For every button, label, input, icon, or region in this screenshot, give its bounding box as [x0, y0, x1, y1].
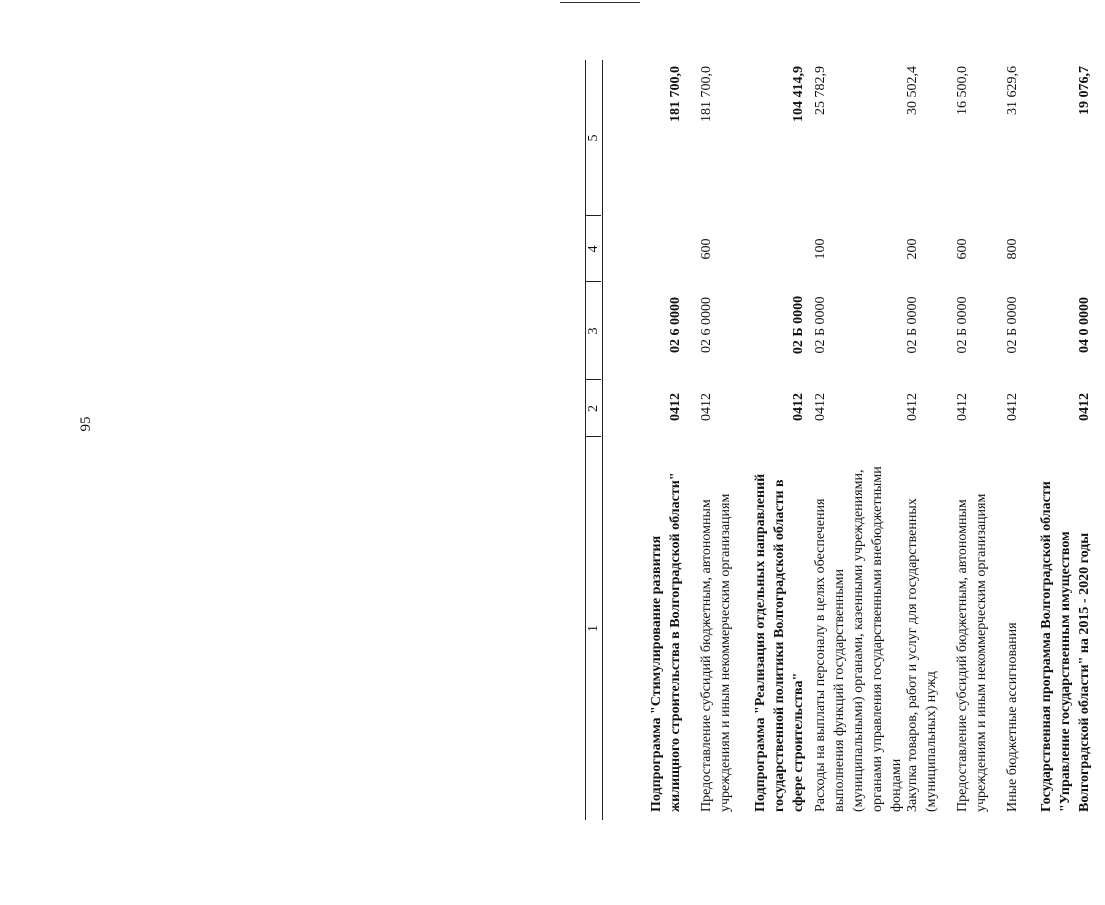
row-expense-type: 200 [905, 238, 920, 260]
row-amount: 181 700,0 [699, 66, 714, 122]
row-section-code: 0412 [791, 393, 806, 421]
row-target-article: 04 0 0000 [1077, 297, 1092, 353]
top-corner-line [560, 2, 640, 3]
row-description: Предоставление субсидий бюджетным, автономным учреждениям и иным некоммерческим организациям [955, 493, 989, 812]
row-target-article: 02 Б 0000 [955, 296, 970, 354]
row-target-article: 02 Б 0000 [791, 295, 806, 355]
column-header-5: 5 [586, 134, 601, 142]
row-description: Государственная программа Волгоградской области "Управление государственным имуществом Волгоградской области" на 2015 - 2020 годы [1039, 481, 1092, 812]
row-expense-type: 600 [955, 238, 970, 260]
row-target-article: 02 6 0000 [699, 297, 714, 353]
row-section-code: 0412 [699, 393, 714, 421]
row-target-article: 02 Б 0000 [905, 296, 920, 354]
row-target-article: 02 Б 0000 [1005, 296, 1020, 354]
row-description: Подпрограмма "Реализация отдельных направлений государственной политики Волгоградской области в сфере строительства" [753, 473, 806, 812]
row-section-code: 0412 [955, 393, 970, 421]
row-target-article: 02 Б 0000 [813, 296, 828, 354]
row-amount: 31 629,6 [1005, 66, 1020, 115]
row-description: Иные бюджетные ассигнования [1005, 622, 1020, 812]
row-amount: 30 502,4 [905, 66, 920, 115]
row-description: Закупка товаров, работ и услуг для государственных (муниципальных) нужд [905, 498, 939, 812]
column-header-2: 2 [586, 405, 601, 412]
row-amount: 25 782,9 [813, 66, 828, 115]
row-section-code: 0412 [813, 393, 828, 421]
row-target-article: 02 6 0000 [668, 297, 683, 353]
row-section-code: 0412 [1077, 393, 1092, 421]
row-description: Предоставление субсидий бюджетным, автономным учреждениям и иным некоммерческим организациям [699, 493, 733, 812]
row-amount: 181 700,0 [668, 66, 683, 122]
row-amount: 19 076,7 [1077, 66, 1092, 115]
row-amount: 104 414,9 [791, 66, 806, 122]
rotated-table [585, 60, 1105, 820]
row-section-code: 0412 [905, 393, 920, 421]
row-section-code: 0412 [668, 393, 683, 421]
page-number: 95 [78, 416, 94, 432]
row-amount: 16 500,0 [955, 66, 970, 115]
row-expense-type: 600 [699, 238, 714, 260]
row-expense-type: 100 [813, 238, 828, 260]
column-header-4: 4 [586, 245, 601, 253]
column-header-1: 1 [586, 625, 601, 632]
table-header-rule [602, 60, 603, 820]
row-description: Расходы на выплаты персоналу в целях обеспечения выполнения функций государственными (муниципальными) органами, казенными учреждениями, органами управления государственными внебюджетными фондами [813, 466, 904, 812]
row-section-code: 0412 [1005, 393, 1020, 421]
row-expense-type: 800 [1005, 238, 1020, 260]
column-header-3: 3 [586, 327, 601, 335]
row-description: Подпрограмма "Стимулирование развития жилищного строительства в Волгоградской области" [649, 472, 683, 812]
